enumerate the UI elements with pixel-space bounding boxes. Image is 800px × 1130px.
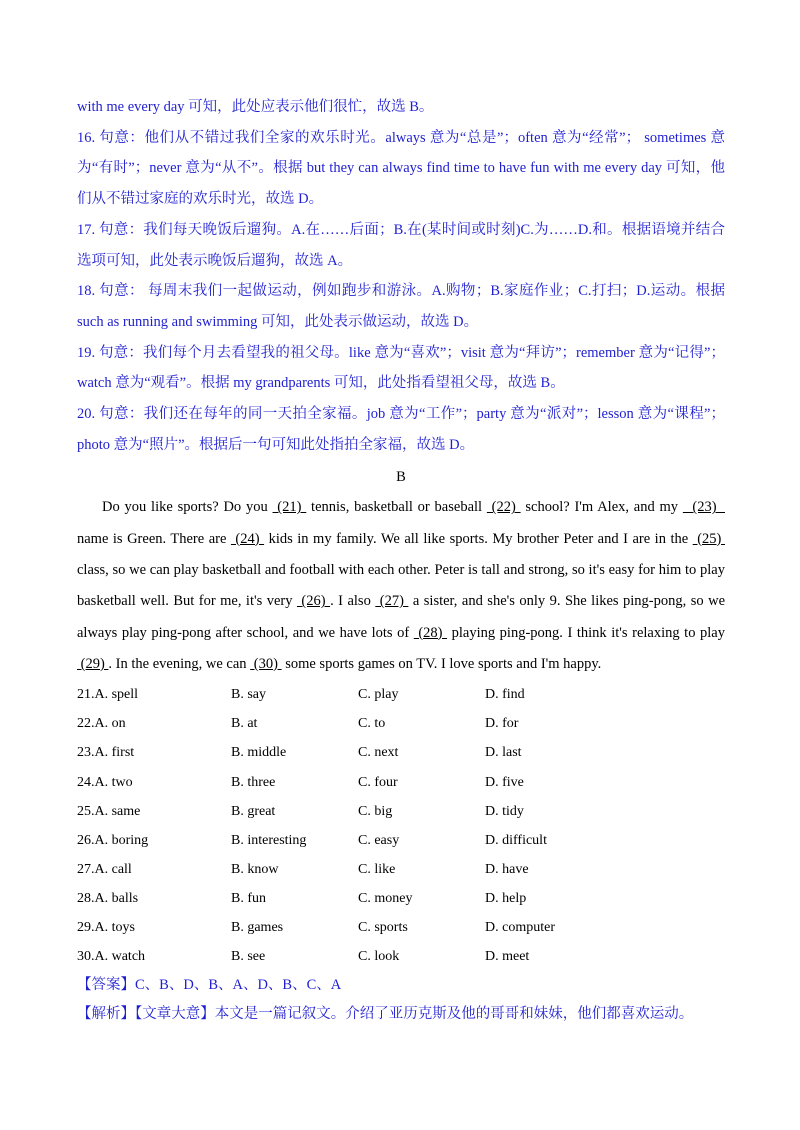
option-row-29 xyxy=(77,913,725,942)
option-row-23 xyxy=(77,738,725,767)
explanation-paragraph: 16. 句意：他们从不错过我们全家的欢乐时光。always 意为“总是”；often 意为“经常”； sometimes 意为“有时”；never 意为“从不”。根据 but they can always find time to have fun with me every day 可知，他们从不错过家庭的欢乐时光，故选 D。 xyxy=(77,129,725,208)
option-b: B. know xyxy=(231,861,279,877)
option-c: C. sports xyxy=(358,919,408,935)
passage-text: class, so we can play basketball and football with each other. Peter is tall and strong, so it's easy for him to play basketball well. But for me, it's very xyxy=(77,562,725,610)
option-b: B. fun xyxy=(231,890,266,906)
blank-21: (21) xyxy=(272,499,307,516)
option-row-26 xyxy=(77,826,725,855)
option-row-21 xyxy=(77,680,725,709)
option-d: D. difficult xyxy=(485,832,547,848)
blank-27: (27) xyxy=(375,593,409,610)
explanation-paragraph: 18. 句意： 每周末我们一起做运动，例如跑步和游泳。A.购物；B.家庭作业；C.打扫；D.运动。根据 such as running and swimming 可知，此处表示做运动，故选 D。 xyxy=(77,283,725,330)
option-b: B. games xyxy=(231,919,284,935)
option-b: B. say xyxy=(231,687,266,703)
option-a: 25.A. same xyxy=(77,803,141,819)
option-c: C. next xyxy=(358,745,399,761)
option-row-24 xyxy=(77,768,725,797)
passage-text: kids in my family. We all like sports. My brother Peter and I are in the xyxy=(264,530,693,547)
blank-25: (25) xyxy=(692,530,725,547)
analysis-label: 【解析】 xyxy=(77,1006,135,1023)
option-d: D. find xyxy=(485,687,525,703)
option-a: 26.A. boring xyxy=(77,832,149,848)
option-a: 23.A. first xyxy=(77,745,135,761)
option-b: B. middle xyxy=(231,745,287,761)
option-b: B. at xyxy=(231,716,258,732)
option-b: B. interesting xyxy=(231,832,307,848)
option-b: B. see xyxy=(231,949,266,965)
option-c: C. big xyxy=(358,803,393,819)
passage-text: name is Green. There are xyxy=(77,530,231,547)
blank-26: (26) xyxy=(296,593,331,610)
option-c: C. play xyxy=(358,687,399,703)
option-a: 22.A. on xyxy=(77,716,126,732)
answer-line xyxy=(77,971,725,1000)
option-row-22 xyxy=(77,709,725,738)
passage-text: Do you like sports? Do you xyxy=(102,499,273,516)
option-a: 24.A. two xyxy=(77,774,133,790)
blank-30: (30) xyxy=(250,655,282,672)
option-c: C. look xyxy=(358,949,400,965)
document-page xyxy=(77,92,725,1029)
blank-28: (28) xyxy=(413,624,448,641)
option-row-27 xyxy=(77,855,725,884)
option-c: C. money xyxy=(358,890,413,906)
option-a: 21.A. spell xyxy=(77,687,139,703)
option-a: 28.A. balls xyxy=(77,890,139,906)
option-c: C. four xyxy=(358,774,398,790)
option-a: 27.A. call xyxy=(77,861,132,877)
option-d: D. help xyxy=(485,890,527,906)
passage-text: . In the evening, we can xyxy=(108,655,251,672)
blank-24: (24) xyxy=(230,530,265,547)
option-a: 30.A. watch xyxy=(77,949,146,965)
passage-text: a sister, and she's only 9. She likes ping-pong, so we always play ping-pong after school, and we have lots of xyxy=(77,593,726,641)
explanation-paragraph: with me every day 可知，此处应表示他们很忙，故选 B。 xyxy=(77,99,434,115)
option-d: D. computer xyxy=(485,919,555,935)
blank-23: (23) xyxy=(682,499,725,516)
blank-22: (22) xyxy=(486,499,521,516)
passage-text: playing ping-pong. I think it's relaxing to play xyxy=(447,624,725,641)
analysis-line xyxy=(77,1000,725,1029)
answer-text: C、B、D、B、A、D、B、C、A xyxy=(135,977,342,994)
option-c: C. easy xyxy=(358,832,400,848)
passage-text: school? I'm Alex, and my xyxy=(520,499,683,516)
option-b: B. great xyxy=(231,803,276,819)
cloze-passage xyxy=(77,492,725,680)
passage-text: some sports games on TV. I love sports and I'm happy. xyxy=(281,655,602,672)
option-d: D. five xyxy=(485,774,524,790)
section-title: B xyxy=(396,469,406,486)
option-c: C. like xyxy=(358,861,396,877)
option-d: D. meet xyxy=(485,949,530,965)
explanation-paragraph: 19. 句意：我们每个月去看望我的祖父母。like 意为“喜欢”；visit 意为“拜访”；remember 意为“记得”；watch 意为“观看”。根据 my grandparents 可知，此处指看望祖父母，故选 B。 xyxy=(77,344,725,392)
option-row-30 xyxy=(77,942,725,971)
option-d: D. last xyxy=(485,745,522,761)
option-row-25 xyxy=(77,797,725,826)
option-row-28 xyxy=(77,884,725,913)
options-list xyxy=(77,680,725,971)
option-d: D. for xyxy=(485,716,519,732)
option-d: D. tidy xyxy=(485,803,524,819)
explanation-paragraph: 17. 句意：我们每天晚饭后遛狗。A.在……后面；B.在(某时间或时刻)C.为……D.和。根据语境并结合选项可知，此处表示晚饭后遛狗，故选 A。 xyxy=(77,221,725,269)
passage-text: tennis, basketball or baseball xyxy=(306,499,487,516)
option-b: B. three xyxy=(231,774,276,790)
option-d: D. have xyxy=(485,861,529,877)
explanation-paragraph: 20. 句意：我们还在每年的同一天拍全家福。job 意为“工作”；party 意为“派对”；lesson 意为“课程”；photo 意为“照片”。根据后一句可知此处指拍全家福，故选 D。 xyxy=(77,406,725,453)
option-a: 29.A. toys xyxy=(77,919,135,935)
explanations xyxy=(77,92,725,460)
answer-label: 【答案】 xyxy=(77,977,135,994)
blank-29: (29) xyxy=(77,655,109,672)
option-c: C. to xyxy=(358,716,386,732)
passage-text: . I also xyxy=(330,593,376,610)
analysis-text: 【文章大意】本文是一篇记叙文。介绍了亚历克斯及他的哥哥和妹妹，他们都喜欢运动。 xyxy=(135,1006,694,1023)
